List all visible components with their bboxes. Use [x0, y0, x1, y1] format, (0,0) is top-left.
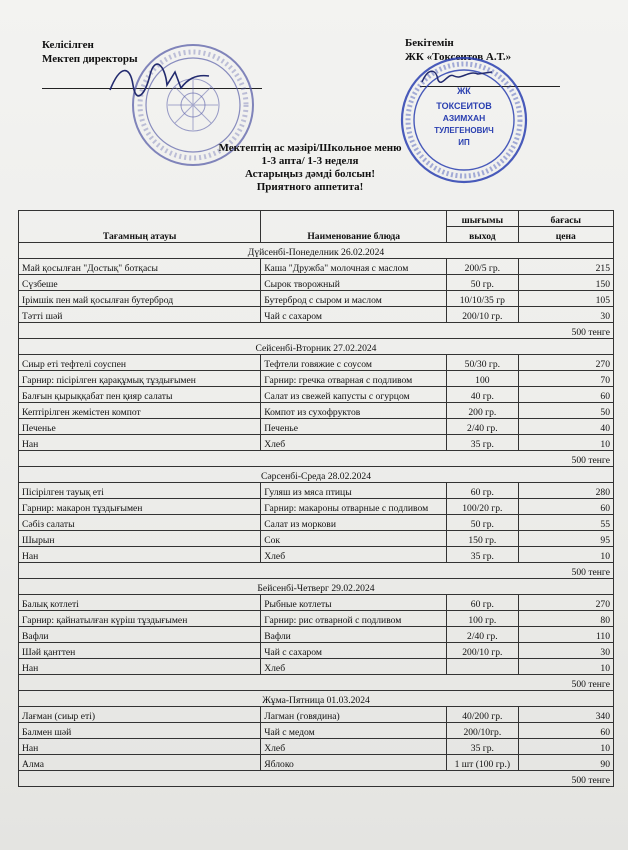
table-row: [19, 723, 614, 739]
dish-name-kz: Кептірілген жемістен компот: [19, 403, 261, 419]
dish-name-ru: Вафли: [261, 627, 447, 643]
dish-price: 40: [518, 419, 613, 435]
dish-name-kz: Нан: [19, 547, 261, 563]
dish-name-kz: Сиыр еті тефтелі соуспен: [19, 355, 261, 371]
dish-name-ru: Чай с сахаром: [261, 307, 447, 323]
dish-name-kz: Балмен шәй: [19, 723, 261, 739]
dish-output: 35 гр.: [447, 435, 518, 451]
dish-price: 215: [518, 259, 613, 275]
dish-price: 70: [518, 371, 613, 387]
dish-name-kz: Май қосылған "Достық" ботқасы: [19, 259, 261, 275]
day-title: Сәрсенбі-Среда 28.02.2024: [19, 467, 614, 483]
dish-name-kz: Балық котлеті: [19, 595, 261, 611]
dish-name-ru: Печенье: [261, 419, 447, 435]
dish-name-ru: Хлеб: [261, 547, 447, 563]
entrepreneur-signature: [418, 62, 498, 92]
dish-output: 100: [447, 371, 518, 387]
table-row: [19, 387, 614, 403]
table-row: [19, 515, 614, 531]
table-row: [19, 259, 614, 275]
stamp-line-1: ЖК: [457, 86, 471, 96]
title-line-3: Астарыңыз дәмді болсын!: [244, 168, 376, 180]
dish-name-kz: Нан: [19, 435, 261, 451]
table-row: [19, 755, 614, 771]
dish-price: 270: [518, 355, 613, 371]
table-row: [19, 355, 614, 371]
dish-output: 40/200 гр.: [447, 707, 518, 723]
table-row: [19, 275, 614, 291]
table-row: [19, 499, 614, 515]
dish-price: 60: [518, 387, 613, 403]
title-line-2: 1-3 апта/ 1-3 неделя: [261, 155, 359, 167]
table-row: [19, 659, 614, 675]
dish-name-kz: Ірімшік пен май қосылған бутерброд: [19, 291, 261, 307]
table-row: [19, 531, 614, 547]
table-row: [19, 547, 614, 563]
dish-price: 30: [518, 307, 613, 323]
dish-name-kz: Гарнир: макарон тұздығымен: [19, 499, 261, 515]
day-total: 500 тенге: [19, 771, 614, 787]
dish-output: 50 гр.: [447, 275, 518, 291]
day-total: 500 тенге: [19, 563, 614, 579]
table-row: [19, 435, 614, 451]
dish-price: 150: [518, 275, 613, 291]
dish-output: 100/20 гр.: [447, 499, 518, 515]
dish-name-kz: Вафли: [19, 627, 261, 643]
dish-name-kz: Пісірілген тауық еті: [19, 483, 261, 499]
day-title: Жұма-Пятница 01.03.2024: [19, 691, 614, 707]
dish-output: 10/10/35 гр: [447, 291, 518, 307]
dish-price: 90: [518, 755, 613, 771]
dish-output: 2/40 гр.: [447, 419, 518, 435]
day-header-row: [19, 467, 614, 483]
stamp-line-4: ТУЛЕГЕНОВИЧ: [434, 126, 494, 135]
dish-name-kz: Лағман (сиыр еті): [19, 707, 261, 723]
dish-name-ru: Гарнир: рис отварной с подливом: [261, 611, 447, 627]
table-header-row: [19, 211, 614, 227]
dish-name-kz: Сәбіз салаты: [19, 515, 261, 531]
stamp-line-2: ТОКСЕИТОВ: [436, 101, 492, 111]
dish-output: 200 гр.: [447, 403, 518, 419]
day-total-row: [19, 771, 614, 787]
stamp-line-3: АЗИМХАН: [442, 113, 486, 123]
day-header-row: [19, 339, 614, 355]
dish-output: 50/30 гр.: [447, 355, 518, 371]
dish-output: 200/5 гр.: [447, 259, 518, 275]
menu-title: [190, 142, 430, 194]
dish-name-kz: Балғын қырыққабат пен қияр салаты: [19, 387, 261, 403]
dish-price: 10: [518, 659, 613, 675]
dish-name-ru: Хлеб: [261, 659, 447, 675]
stamp-line-5: ИП: [458, 138, 470, 147]
dish-output: 50 гр.: [447, 515, 518, 531]
dish-name-ru: Гуляш из мяса птицы: [261, 483, 447, 499]
dish-output: [447, 659, 518, 675]
table-row: [19, 707, 614, 723]
dish-output: 2/40 гр.: [447, 627, 518, 643]
dish-name-kz: Сүзбеше: [19, 275, 261, 291]
day-total-row: [19, 323, 614, 339]
dish-price: 80: [518, 611, 613, 627]
dish-output: 200/10 гр.: [447, 643, 518, 659]
day-total-row: [19, 675, 614, 691]
dish-name-kz: Алма: [19, 755, 261, 771]
day-header-row: [19, 691, 614, 707]
dish-output: 100 гр.: [447, 611, 518, 627]
table-row: [19, 419, 614, 435]
dish-name-kz: Тәтті шәй: [19, 307, 261, 323]
day-header-row: [19, 243, 614, 259]
day-total-row: [19, 451, 614, 467]
dish-price: 110: [518, 627, 613, 643]
dish-price: 60: [518, 723, 613, 739]
dish-price: 10: [518, 739, 613, 755]
dish-name-ru: Компот из сухофруктов: [261, 403, 447, 419]
day-header-row: [19, 579, 614, 595]
column-header-price-kz: бағасы: [518, 211, 613, 227]
dish-name-kz: Нан: [19, 739, 261, 755]
dish-name-ru: Тефтели говяжие с соусом: [261, 355, 447, 371]
dish-name-kz: Нан: [19, 659, 261, 675]
dish-name-ru: Хлеб: [261, 739, 447, 755]
table-row: [19, 483, 614, 499]
column-header-ru: Наименование блюда: [261, 211, 447, 243]
day-title: Дүйсенбі-Понеделник 26.02.2024: [19, 243, 614, 259]
column-header-price-ru: цена: [518, 227, 613, 243]
dish-output: 35 гр.: [447, 547, 518, 563]
dish-output: 35 гр.: [447, 739, 518, 755]
director-signature: [105, 60, 215, 100]
dish-price: 270: [518, 595, 613, 611]
day-total: 500 тенге: [19, 675, 614, 691]
dish-output: 60 гр.: [447, 595, 518, 611]
dish-price: 30: [518, 643, 613, 659]
dish-name-ru: Салат из свежей капусты с огурцом: [261, 387, 447, 403]
day-total-row: [19, 563, 614, 579]
dish-name-ru: Гарнир: макароны отварные с подливом: [261, 499, 447, 515]
title-line-4: Приятного аппетита!: [256, 181, 364, 193]
dish-name-ru: Каша "Дружба" молочная с маслом: [261, 259, 447, 275]
dish-name-ru: Чай с сахаром: [261, 643, 447, 659]
column-header-kz: Тағамның атауы: [19, 211, 261, 243]
dish-name-ru: Лагман (говядина): [261, 707, 447, 723]
dish-name-ru: Сырок творожный: [261, 275, 447, 291]
dish-price: 105: [518, 291, 613, 307]
dish-name-kz: Печенье: [19, 419, 261, 435]
day-total: 500 тенге: [19, 323, 614, 339]
dish-output: 60 гр.: [447, 483, 518, 499]
dish-output: 200/10гр.: [447, 723, 518, 739]
dish-name-ru: Бутерброд с сыром и маслом: [261, 291, 447, 307]
column-header-output-ru: выход: [447, 227, 518, 243]
dish-price: 280: [518, 483, 613, 499]
dish-price: 340: [518, 707, 613, 723]
table-row: [19, 403, 614, 419]
dish-price: 50: [518, 403, 613, 419]
dish-price: 95: [518, 531, 613, 547]
director-label: Мектеп директоры: [42, 53, 138, 65]
table-row: [19, 595, 614, 611]
table-row: [19, 627, 614, 643]
column-header-output-kz: шығымы: [447, 211, 518, 227]
dish-output: 40 гр.: [447, 387, 518, 403]
entrepreneur-label: ЖК «Токсеитов А.Т.»: [405, 51, 512, 63]
dish-price: 60: [518, 499, 613, 515]
day-title: Сейсенбі-Вторник 27.02.2024: [19, 339, 614, 355]
dish-price: 10: [518, 435, 613, 451]
table-row: [19, 371, 614, 387]
agreed-label: Келісілген: [42, 39, 94, 51]
dish-price: 10: [518, 547, 613, 563]
dish-name-ru: Чай с медом: [261, 723, 447, 739]
dish-name-kz: Гарнир: пісірілген қарақұмық тұздығымен: [19, 371, 261, 387]
dish-name-kz: Шәй қанттен: [19, 643, 261, 659]
title-line-1: Мектептің ас мәзірі/Школьное меню: [218, 142, 402, 154]
dish-price: 55: [518, 515, 613, 531]
dish-name-ru: Яблоко: [261, 755, 447, 771]
table-row: [19, 291, 614, 307]
dish-name-ru: Гарнир: гречка отварная с подливом: [261, 371, 447, 387]
table-row: [19, 739, 614, 755]
dish-name-ru: Хлеб: [261, 435, 447, 451]
dish-output: 150 гр.: [447, 531, 518, 547]
dish-name-ru: Рыбные котлеты: [261, 595, 447, 611]
table-row: [19, 643, 614, 659]
table-row: [19, 611, 614, 627]
dish-output: 200/10 гр.: [447, 307, 518, 323]
dish-name-ru: Салат из моркови: [261, 515, 447, 531]
day-total: 500 тенге: [19, 451, 614, 467]
dish-name-kz: Гарнир: қайнатылған күріш тұздығымен: [19, 611, 261, 627]
dish-name-ru: Сок: [261, 531, 447, 547]
menu-table: [18, 210, 614, 787]
day-title: Бейсенбі-Четверг 29.02.2024: [19, 579, 614, 595]
table-row: [19, 307, 614, 323]
menu-body: [19, 243, 614, 787]
dish-output: 1 шт (100 гр.): [447, 755, 518, 771]
approve-label: Бекітемін: [405, 37, 454, 49]
dish-name-kz: Шырын: [19, 531, 261, 547]
